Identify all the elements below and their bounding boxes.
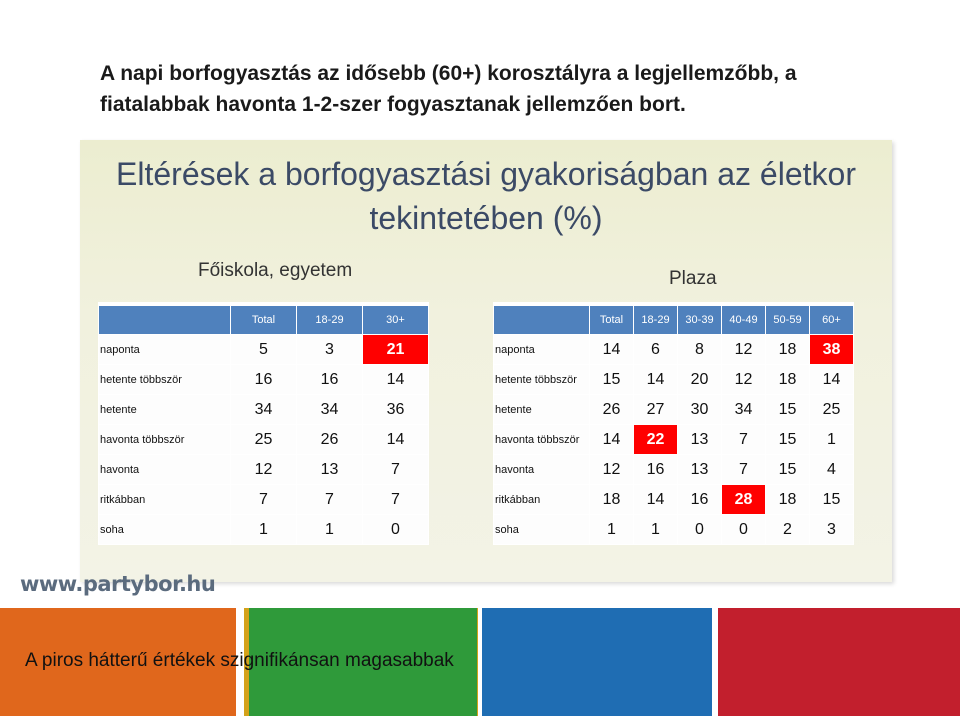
value-cell: 34 [722, 395, 766, 425]
value-cell: 18 [590, 485, 634, 515]
column-header: 18-29 [634, 304, 678, 335]
table-row [99, 395, 429, 425]
value-cell: 15 [766, 395, 810, 425]
value-cell: 7 [297, 485, 363, 515]
value-cell: 0 [363, 515, 429, 545]
value-cell: 1 [590, 515, 634, 545]
value-cell: 4 [810, 455, 854, 485]
value-cell: 16 [634, 455, 678, 485]
row-label: havonta többször [99, 425, 231, 455]
table-row [494, 455, 854, 485]
value-cell: 16 [678, 485, 722, 515]
value-cell: 27 [634, 395, 678, 425]
right-table-label: Plaza [669, 268, 717, 289]
value-cell: 14 [634, 485, 678, 515]
value-cell: 2 [766, 515, 810, 545]
column-header: 40-49 [722, 304, 766, 335]
value-cell: 3 [810, 515, 854, 545]
value-cell: 26 [297, 425, 363, 455]
value-cell: 16 [231, 365, 297, 395]
panel-title-line1: Eltérések a borfogyasztási gyakoriságban az életkor [116, 156, 856, 192]
footer-note: A piros hátterű értékek szignifikánsan magasabbak [25, 650, 454, 671]
value-cell: 14 [634, 365, 678, 395]
value-cell: 34 [297, 395, 363, 425]
value-cell: 14 [363, 365, 429, 395]
bar-red [718, 608, 960, 716]
table-row [494, 335, 854, 365]
value-cell: 7 [363, 485, 429, 515]
row-label: havonta [494, 455, 590, 485]
table-row [494, 365, 854, 395]
header-corner [99, 304, 231, 335]
value-cell: 7 [231, 485, 297, 515]
row-label: hetente többször [494, 365, 590, 395]
table-row [99, 335, 429, 365]
value-cell: 6 [634, 335, 678, 365]
value-cell: 16 [297, 365, 363, 395]
table-row [494, 515, 854, 545]
value-cell: 7 [722, 455, 766, 485]
row-label: ritkábban [99, 485, 231, 515]
value-cell: 7 [722, 425, 766, 455]
value-cell: 1 [810, 425, 854, 455]
row-label: hetente [99, 395, 231, 425]
significant-value-cell: 28 [722, 485, 766, 515]
value-cell: 14 [590, 425, 634, 455]
slide-title-line2: fiatalabbak havonta 1-2-szer fogyasztanak jellemzően bort. [100, 93, 686, 116]
value-cell: 18 [766, 485, 810, 515]
value-cell: 20 [678, 365, 722, 395]
left-table-label: Főiskola, egyetem [198, 260, 353, 281]
value-cell: 30 [678, 395, 722, 425]
value-cell: 13 [678, 455, 722, 485]
value-cell: 25 [810, 395, 854, 425]
value-cell: 12 [722, 365, 766, 395]
row-label: hetente [494, 395, 590, 425]
value-cell: 34 [231, 395, 297, 425]
value-cell: 14 [590, 335, 634, 365]
value-cell: 25 [231, 425, 297, 455]
table-row [99, 515, 429, 545]
value-cell: 14 [363, 425, 429, 455]
table-row [99, 455, 429, 485]
value-cell: 15 [766, 425, 810, 455]
value-cell: 0 [722, 515, 766, 545]
value-cell: 1 [634, 515, 678, 545]
significant-value-cell: 22 [634, 425, 678, 455]
value-cell: 7 [363, 455, 429, 485]
column-header: 60+ [810, 304, 854, 335]
table-row [99, 485, 429, 515]
value-cell: 1 [297, 515, 363, 545]
row-label: hetente többször [99, 365, 231, 395]
value-cell: 8 [678, 335, 722, 365]
header-corner [494, 304, 590, 335]
panel-title [80, 152, 892, 240]
column-header: 30+ [363, 304, 429, 335]
table-row [99, 365, 429, 395]
significant-value-cell: 21 [363, 335, 429, 365]
row-label: ritkábban [494, 485, 590, 515]
value-cell: 12 [231, 455, 297, 485]
column-header: 30-39 [678, 304, 722, 335]
column-header: 50-59 [766, 304, 810, 335]
header-row [99, 304, 429, 335]
table-row [494, 395, 854, 425]
table-row [99, 425, 429, 455]
row-label: naponta [494, 335, 590, 365]
table-row [494, 425, 854, 455]
left-data-table [98, 302, 429, 545]
significant-value-cell: 38 [810, 335, 854, 365]
value-cell: 13 [297, 455, 363, 485]
row-label: havonta [99, 455, 231, 485]
value-cell: 0 [678, 515, 722, 545]
value-cell: 36 [363, 395, 429, 425]
value-cell: 18 [766, 335, 810, 365]
value-cell: 3 [297, 335, 363, 365]
column-header: Total [231, 304, 297, 335]
value-cell: 15 [810, 485, 854, 515]
row-label: naponta [99, 335, 231, 365]
value-cell: 5 [231, 335, 297, 365]
column-header: Total [590, 304, 634, 335]
value-cell: 14 [810, 365, 854, 395]
value-cell: 12 [590, 455, 634, 485]
value-cell: 15 [766, 455, 810, 485]
bar-blue [482, 608, 712, 716]
value-cell: 1 [231, 515, 297, 545]
panel-title-line2: tekintetében (%) [369, 200, 603, 236]
value-cell: 13 [678, 425, 722, 455]
slide-title-line1: A napi borfogyasztás az idősebb (60+) korosztályra a legjellemzőbb, a [100, 62, 797, 85]
row-label: soha [99, 515, 231, 545]
header-row [494, 304, 854, 335]
value-cell: 15 [590, 365, 634, 395]
slide-title [100, 58, 900, 120]
row-label: havonta többször [494, 425, 590, 455]
row-label: soha [494, 515, 590, 545]
column-header: 18-29 [297, 304, 363, 335]
table-row [494, 485, 854, 515]
right-data-table [493, 302, 854, 545]
website-url: www.partybor.hu [20, 572, 216, 596]
value-cell: 26 [590, 395, 634, 425]
value-cell: 18 [766, 365, 810, 395]
value-cell: 12 [722, 335, 766, 365]
